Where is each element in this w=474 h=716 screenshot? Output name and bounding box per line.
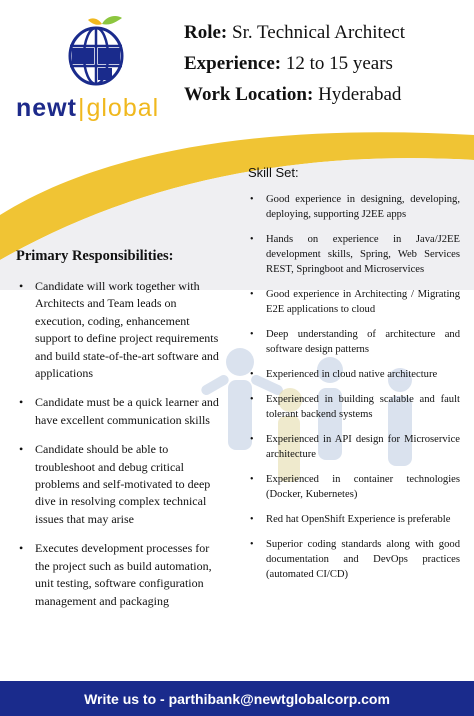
responsibilities-title: Primary Responsibilities: bbox=[16, 248, 174, 264]
role-label: Role: bbox=[184, 22, 228, 43]
role-line bbox=[184, 22, 405, 44]
responsibility-item: • Candidate should be able to troubleshoot and debug critical problems and self-motivated to deep dive in resolving complex technical issues that may arise bbox=[16, 441, 222, 528]
location-line bbox=[184, 84, 405, 106]
skill-item: • Red hat OpenShift Experience is preferable bbox=[242, 512, 460, 527]
experience-value: 12 to 15 years bbox=[285, 53, 393, 74]
location-value: Hyderabad bbox=[318, 84, 402, 105]
experience-line bbox=[184, 53, 405, 75]
skill-list bbox=[242, 192, 460, 582]
responsibility-item: • Candidate must be a quick learner and have excellent communication skills bbox=[16, 394, 222, 429]
responsibility-item: • Candidate will work together with Architects and Team leads on execution, coding, enhancement support to define project requirements and build state-of-the-art software and applications bbox=[16, 278, 222, 382]
responsibility-list bbox=[16, 278, 222, 610]
globe-logo-icon bbox=[62, 14, 132, 88]
skill-item: • Hands on experience in Java/J2EE development skills, Spring, Web Services REST, Springboot and Microservices bbox=[242, 232, 460, 277]
skill-set-title: Skill Set: bbox=[248, 165, 299, 180]
skill-item: • Experienced in building scalable and fault tolerant backend systems bbox=[242, 392, 460, 422]
contact-email-text[interactable]: Write us to - parthibank@newtglobalcorp.com bbox=[84, 690, 390, 707]
skill-item: • Experienced in container technologies (Docker, Kubernetes) bbox=[242, 472, 460, 502]
experience-label: Experience: bbox=[184, 53, 282, 74]
responsibilities-section bbox=[16, 248, 222, 622]
logo-text-newt: newt bbox=[16, 94, 77, 122]
skill-item: • Superior coding standards along with good documentation and DevOps practices (automated CI/CD) bbox=[242, 537, 460, 582]
responsibility-item: • Executes development processes for the project such as build automation, unit testing, software configuration management and packaging bbox=[16, 540, 222, 610]
contact-footer bbox=[0, 681, 474, 716]
logo-wordmark bbox=[16, 94, 159, 123]
skill-item: • Experienced in cloud native architecture bbox=[242, 367, 460, 382]
skill-item: • Experienced in API design for Microservice architecture bbox=[242, 432, 460, 462]
skill-item: • Deep understanding of architecture and software design patterns bbox=[242, 327, 460, 357]
newt-global-logo bbox=[14, 12, 164, 122]
skill-item: • Good experience in Architecting / Migrating E2E applications to cloud bbox=[242, 287, 460, 317]
skill-item: • Good experience in designing, developing, deploying, supporting J2EE apps bbox=[242, 192, 460, 222]
location-label: Work Location: bbox=[184, 84, 314, 105]
logo-text-global: global bbox=[86, 94, 160, 122]
job-header bbox=[184, 22, 405, 115]
logo-separator: | bbox=[77, 94, 86, 122]
role-value: Sr. Technical Architect bbox=[232, 22, 405, 43]
skill-set-section bbox=[242, 165, 460, 592]
